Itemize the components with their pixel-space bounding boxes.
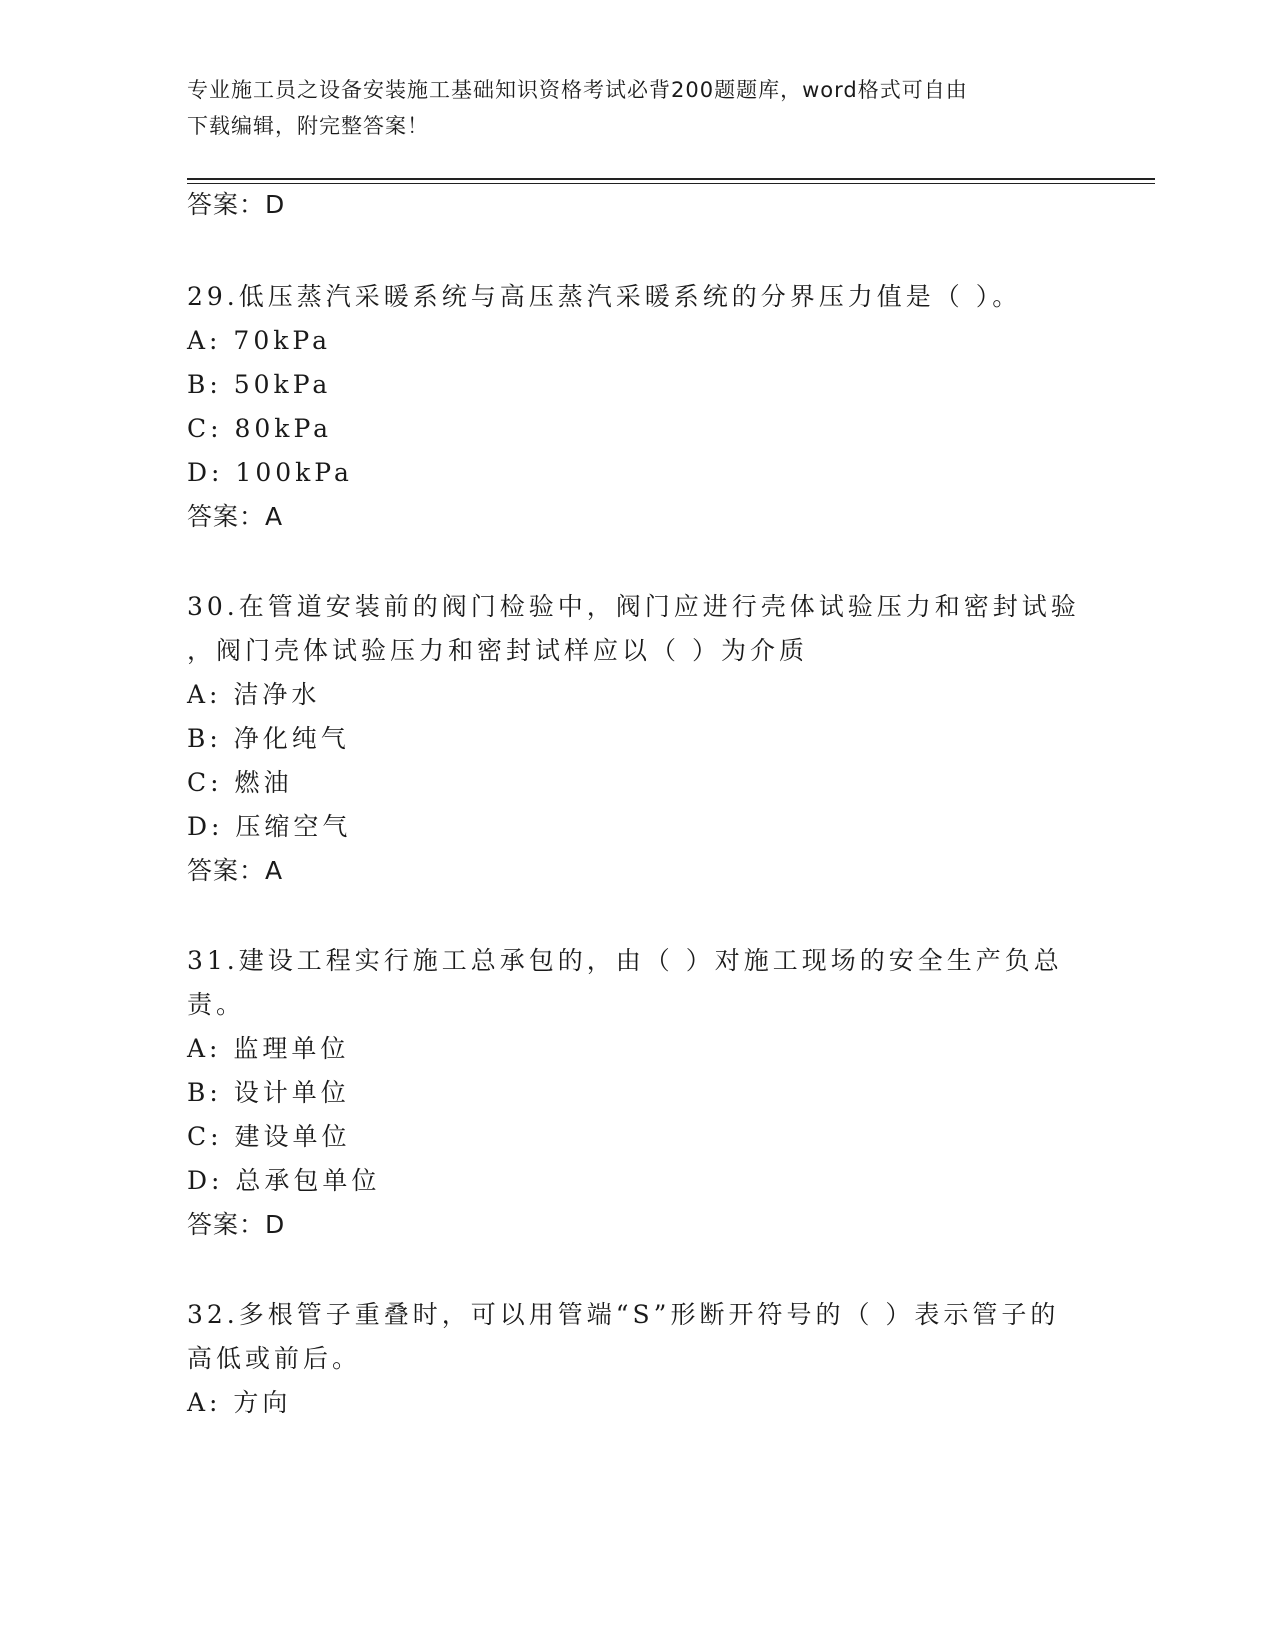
answer-q28: 答案：D: [187, 190, 286, 219]
answer-q31: 答案：D: [187, 1210, 286, 1239]
question-29-option-d: D: 100kPa: [187, 458, 353, 487]
question-31-option-b: B: 设计单位: [187, 1078, 350, 1107]
question-29-stem: 29.低压蒸汽采暖系统与高压蒸汽采暖系统的分界压力值是（ ）。: [187, 282, 1022, 311]
question-30-option-a: A: 洁净水: [187, 680, 321, 709]
header-divider-thick: [187, 178, 1155, 180]
question-31-stem-line-2: 责。: [187, 990, 246, 1019]
header-line-2: 下载编辑，附完整答案！: [187, 114, 429, 138]
question-30-stem-line-1: 30.在管道安装前的阀门检验中，阀门应进行壳体试验压力和密封试验: [187, 592, 1080, 621]
header-line-1: 专业施工员之设备安装施工基础知识资格考试必背200题题库，word格式可自由: [187, 78, 968, 102]
document-header: [187, 72, 1067, 144]
question-31-option-a: A: 监理单位: [187, 1034, 350, 1063]
question-31-option-c: C: 建设单位: [187, 1122, 351, 1151]
question-29-option-c: C: 80kPa: [187, 414, 333, 443]
question-29-option-a: A: 70kPa: [187, 326, 331, 355]
question-32-stem-line-2: 高低或前后。: [187, 1344, 362, 1373]
question-30-option-c: C: 燃油: [187, 768, 293, 797]
question-32-stem-line-1: 32.多根管子重叠时，可以用管端“S”形断开符号的（ ）表示管子的: [187, 1300, 1060, 1329]
question-32-option-a: A: 方向: [187, 1388, 292, 1417]
question-30-stem-line-2: ，阀门壳体试验压力和密封试样应以（ ）为介质: [187, 636, 808, 665]
question-31-option-d: D: 总承包单位: [187, 1166, 381, 1195]
answer-q30: 答案：A: [187, 856, 284, 885]
header-divider-thin: [187, 183, 1155, 184]
question-31-stem-line-1: 31.建设工程实行施工总承包的，由（ ）对施工现场的安全生产负总: [187, 946, 1063, 975]
answer-q29: 答案：A: [187, 502, 284, 531]
question-29-option-b: B: 50kPa: [187, 370, 332, 399]
question-30-option-b: B: 净化纯气: [187, 724, 350, 753]
question-30-option-d: D: 压缩空气: [187, 812, 352, 841]
